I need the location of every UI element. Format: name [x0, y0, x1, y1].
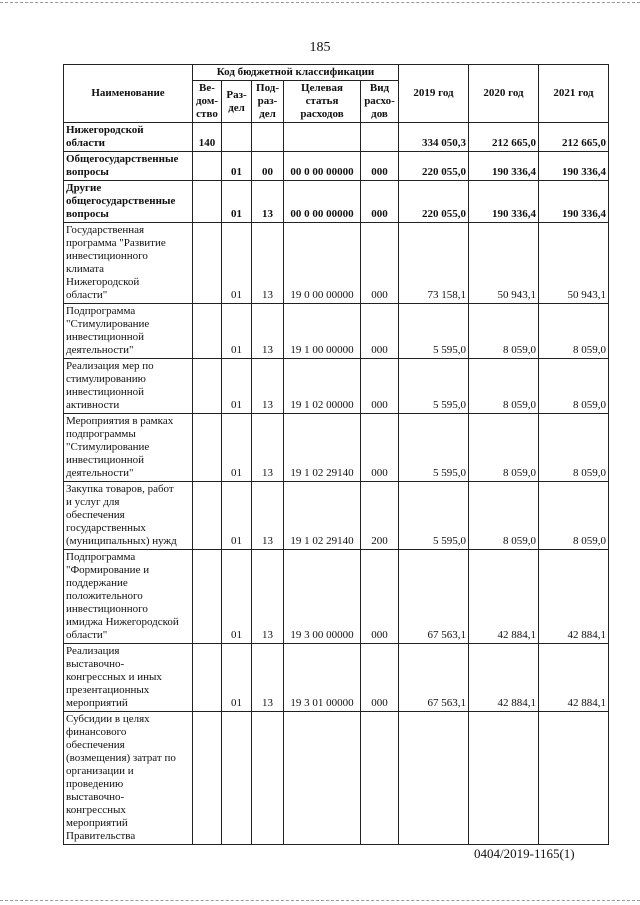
row-2021: 42 884,1 [539, 644, 609, 712]
row-2019: 5 595,0 [399, 304, 469, 359]
row-2019: 67 563,1 [399, 644, 469, 712]
row-2020: 190 336,4 [469, 181, 539, 223]
row-razdel: 01 [222, 152, 252, 181]
row-vr: 200 [361, 482, 399, 550]
row-razdel: 01 [222, 414, 252, 482]
col-2021-header: 2021 год [539, 65, 609, 123]
col-podrazdel-header: Под- раз- дел [252, 81, 284, 123]
row-podrazdel: 13 [252, 181, 284, 223]
row-2020: 42 884,1 [469, 644, 539, 712]
row-vr [361, 712, 399, 845]
row-2019 [399, 712, 469, 845]
row-2021: 8 059,0 [539, 304, 609, 359]
row-2020: 8 059,0 [469, 482, 539, 550]
row-2020: 8 059,0 [469, 359, 539, 414]
row-podrazdel: 00 [252, 152, 284, 181]
table-row [64, 152, 609, 181]
row-name: Субсидии в целях финансового обеспечения (возмещения) затрат по организации и проведению выставочно- конгрессных мероприятий Правительства [64, 712, 193, 845]
row-razdel: 01 [222, 644, 252, 712]
row-2021 [539, 712, 609, 845]
row-razdel: 01 [222, 304, 252, 359]
row-2021: 42 884,1 [539, 550, 609, 644]
row-csr: 19 1 02 29140 [284, 414, 361, 482]
document-code: 0404/2019-1165(1) [474, 846, 575, 861]
row-name: Другие общегосударственные вопросы [64, 181, 193, 223]
row-podrazdel [252, 123, 284, 152]
row-vr: 000 [361, 223, 399, 304]
row-2019: 5 595,0 [399, 359, 469, 414]
row-csr: 19 3 01 00000 [284, 644, 361, 712]
row-2020: 50 943,1 [469, 223, 539, 304]
table-row [64, 359, 609, 414]
col-name-header: Наименование [64, 65, 193, 123]
table-row [64, 123, 609, 152]
row-name: Подпрограмма "Формирование и поддержание положительного инвестиционного имиджа Нижегородской области" [64, 550, 193, 644]
table-row [64, 223, 609, 304]
row-name: Мероприятия в рамках подпрограммы "Стимулирование инвестиционной деятельности" [64, 414, 193, 482]
row-2021: 190 336,4 [539, 152, 609, 181]
row-podrazdel: 13 [252, 414, 284, 482]
row-razdel: 01 [222, 359, 252, 414]
row-vr: 000 [361, 414, 399, 482]
row-csr [284, 123, 361, 152]
row-2021: 50 943,1 [539, 223, 609, 304]
row-2020: 8 059,0 [469, 304, 539, 359]
row-razdel: 01 [222, 550, 252, 644]
row-csr: 19 1 00 00000 [284, 304, 361, 359]
row-podrazdel: 13 [252, 550, 284, 644]
row-ved [193, 550, 222, 644]
table-row [64, 712, 609, 845]
col-vr-header: Вид расхо- дов [361, 81, 399, 123]
col-group-header: Код бюджетной классификации [193, 65, 399, 81]
row-name: Закупка товаров, работ и услуг для обеспечения государственных (муниципальных) нужд [64, 482, 193, 550]
row-ved [193, 181, 222, 223]
table-row [64, 304, 609, 359]
row-2020: 190 336,4 [469, 152, 539, 181]
row-ved [193, 414, 222, 482]
row-2021: 8 059,0 [539, 482, 609, 550]
row-2020: 212 665,0 [469, 123, 539, 152]
row-2019: 5 595,0 [399, 414, 469, 482]
row-podrazdel: 13 [252, 644, 284, 712]
page-number: 185 [309, 40, 331, 55]
row-podrazdel: 13 [252, 223, 284, 304]
row-2019: 67 563,1 [399, 550, 469, 644]
col-razdel-header: Раз- дел [222, 81, 252, 123]
table-row [64, 482, 609, 550]
budget-table [63, 64, 609, 845]
row-ved [193, 152, 222, 181]
row-csr: 00 0 00 00000 [284, 152, 361, 181]
row-name: Нижегородской области [64, 123, 193, 152]
table-row [64, 414, 609, 482]
row-vr: 000 [361, 644, 399, 712]
row-razdel: 01 [222, 482, 252, 550]
row-vr: 000 [361, 152, 399, 181]
row-csr: 19 3 00 00000 [284, 550, 361, 644]
row-vr: 000 [361, 304, 399, 359]
row-2021: 190 336,4 [539, 181, 609, 223]
row-podrazdel: 13 [252, 359, 284, 414]
top-edge [0, 2, 640, 3]
row-2020: 8 059,0 [469, 414, 539, 482]
row-podrazdel: 13 [252, 482, 284, 550]
row-razdel [222, 712, 252, 845]
row-vr: 000 [361, 359, 399, 414]
row-csr: 19 1 02 29140 [284, 482, 361, 550]
row-razdel [222, 123, 252, 152]
row-vr [361, 123, 399, 152]
row-name: Государственная программа "Развитие инвестиционного климата Нижегородской области" [64, 223, 193, 304]
row-razdel: 01 [222, 223, 252, 304]
col-ved-header: Ве- дом- ство [193, 81, 222, 123]
row-razdel: 01 [222, 181, 252, 223]
row-ved [193, 482, 222, 550]
row-name: Реализация выставочно- конгрессных и иных презентационных мероприятий [64, 644, 193, 712]
row-csr: 19 0 00 00000 [284, 223, 361, 304]
row-ved [193, 644, 222, 712]
row-vr: 000 [361, 181, 399, 223]
row-vr: 000 [361, 550, 399, 644]
row-2020 [469, 712, 539, 845]
row-podrazdel [252, 712, 284, 845]
row-name: Реализация мер по стимулированию инвестиционной активности [64, 359, 193, 414]
row-name: Подпрограмма "Стимулирование инвестиционной деятельности" [64, 304, 193, 359]
row-2019: 220 055,0 [399, 152, 469, 181]
row-ved [193, 712, 222, 845]
row-ved [193, 359, 222, 414]
row-2021: 8 059,0 [539, 414, 609, 482]
row-2021: 212 665,0 [539, 123, 609, 152]
row-2019: 334 050,3 [399, 123, 469, 152]
table-row [64, 644, 609, 712]
col-csr-header: Целевая статья расходов [284, 81, 361, 123]
row-2020: 42 884,1 [469, 550, 539, 644]
row-csr: 19 1 02 00000 [284, 359, 361, 414]
col-2019-header: 2019 год [399, 65, 469, 123]
bottom-edge [0, 900, 640, 901]
row-2021: 8 059,0 [539, 359, 609, 414]
col-2020-header: 2020 год [469, 65, 539, 123]
table-row [64, 550, 609, 644]
row-2019: 5 595,0 [399, 482, 469, 550]
table-row [64, 181, 609, 223]
row-podrazdel: 13 [252, 304, 284, 359]
row-ved [193, 223, 222, 304]
row-2019: 220 055,0 [399, 181, 469, 223]
row-csr: 00 0 00 00000 [284, 181, 361, 223]
row-ved [193, 304, 222, 359]
row-name: Общегосударственные вопросы [64, 152, 193, 181]
row-2019: 73 158,1 [399, 223, 469, 304]
row-ved: 140 [193, 123, 222, 152]
row-csr [284, 712, 361, 845]
